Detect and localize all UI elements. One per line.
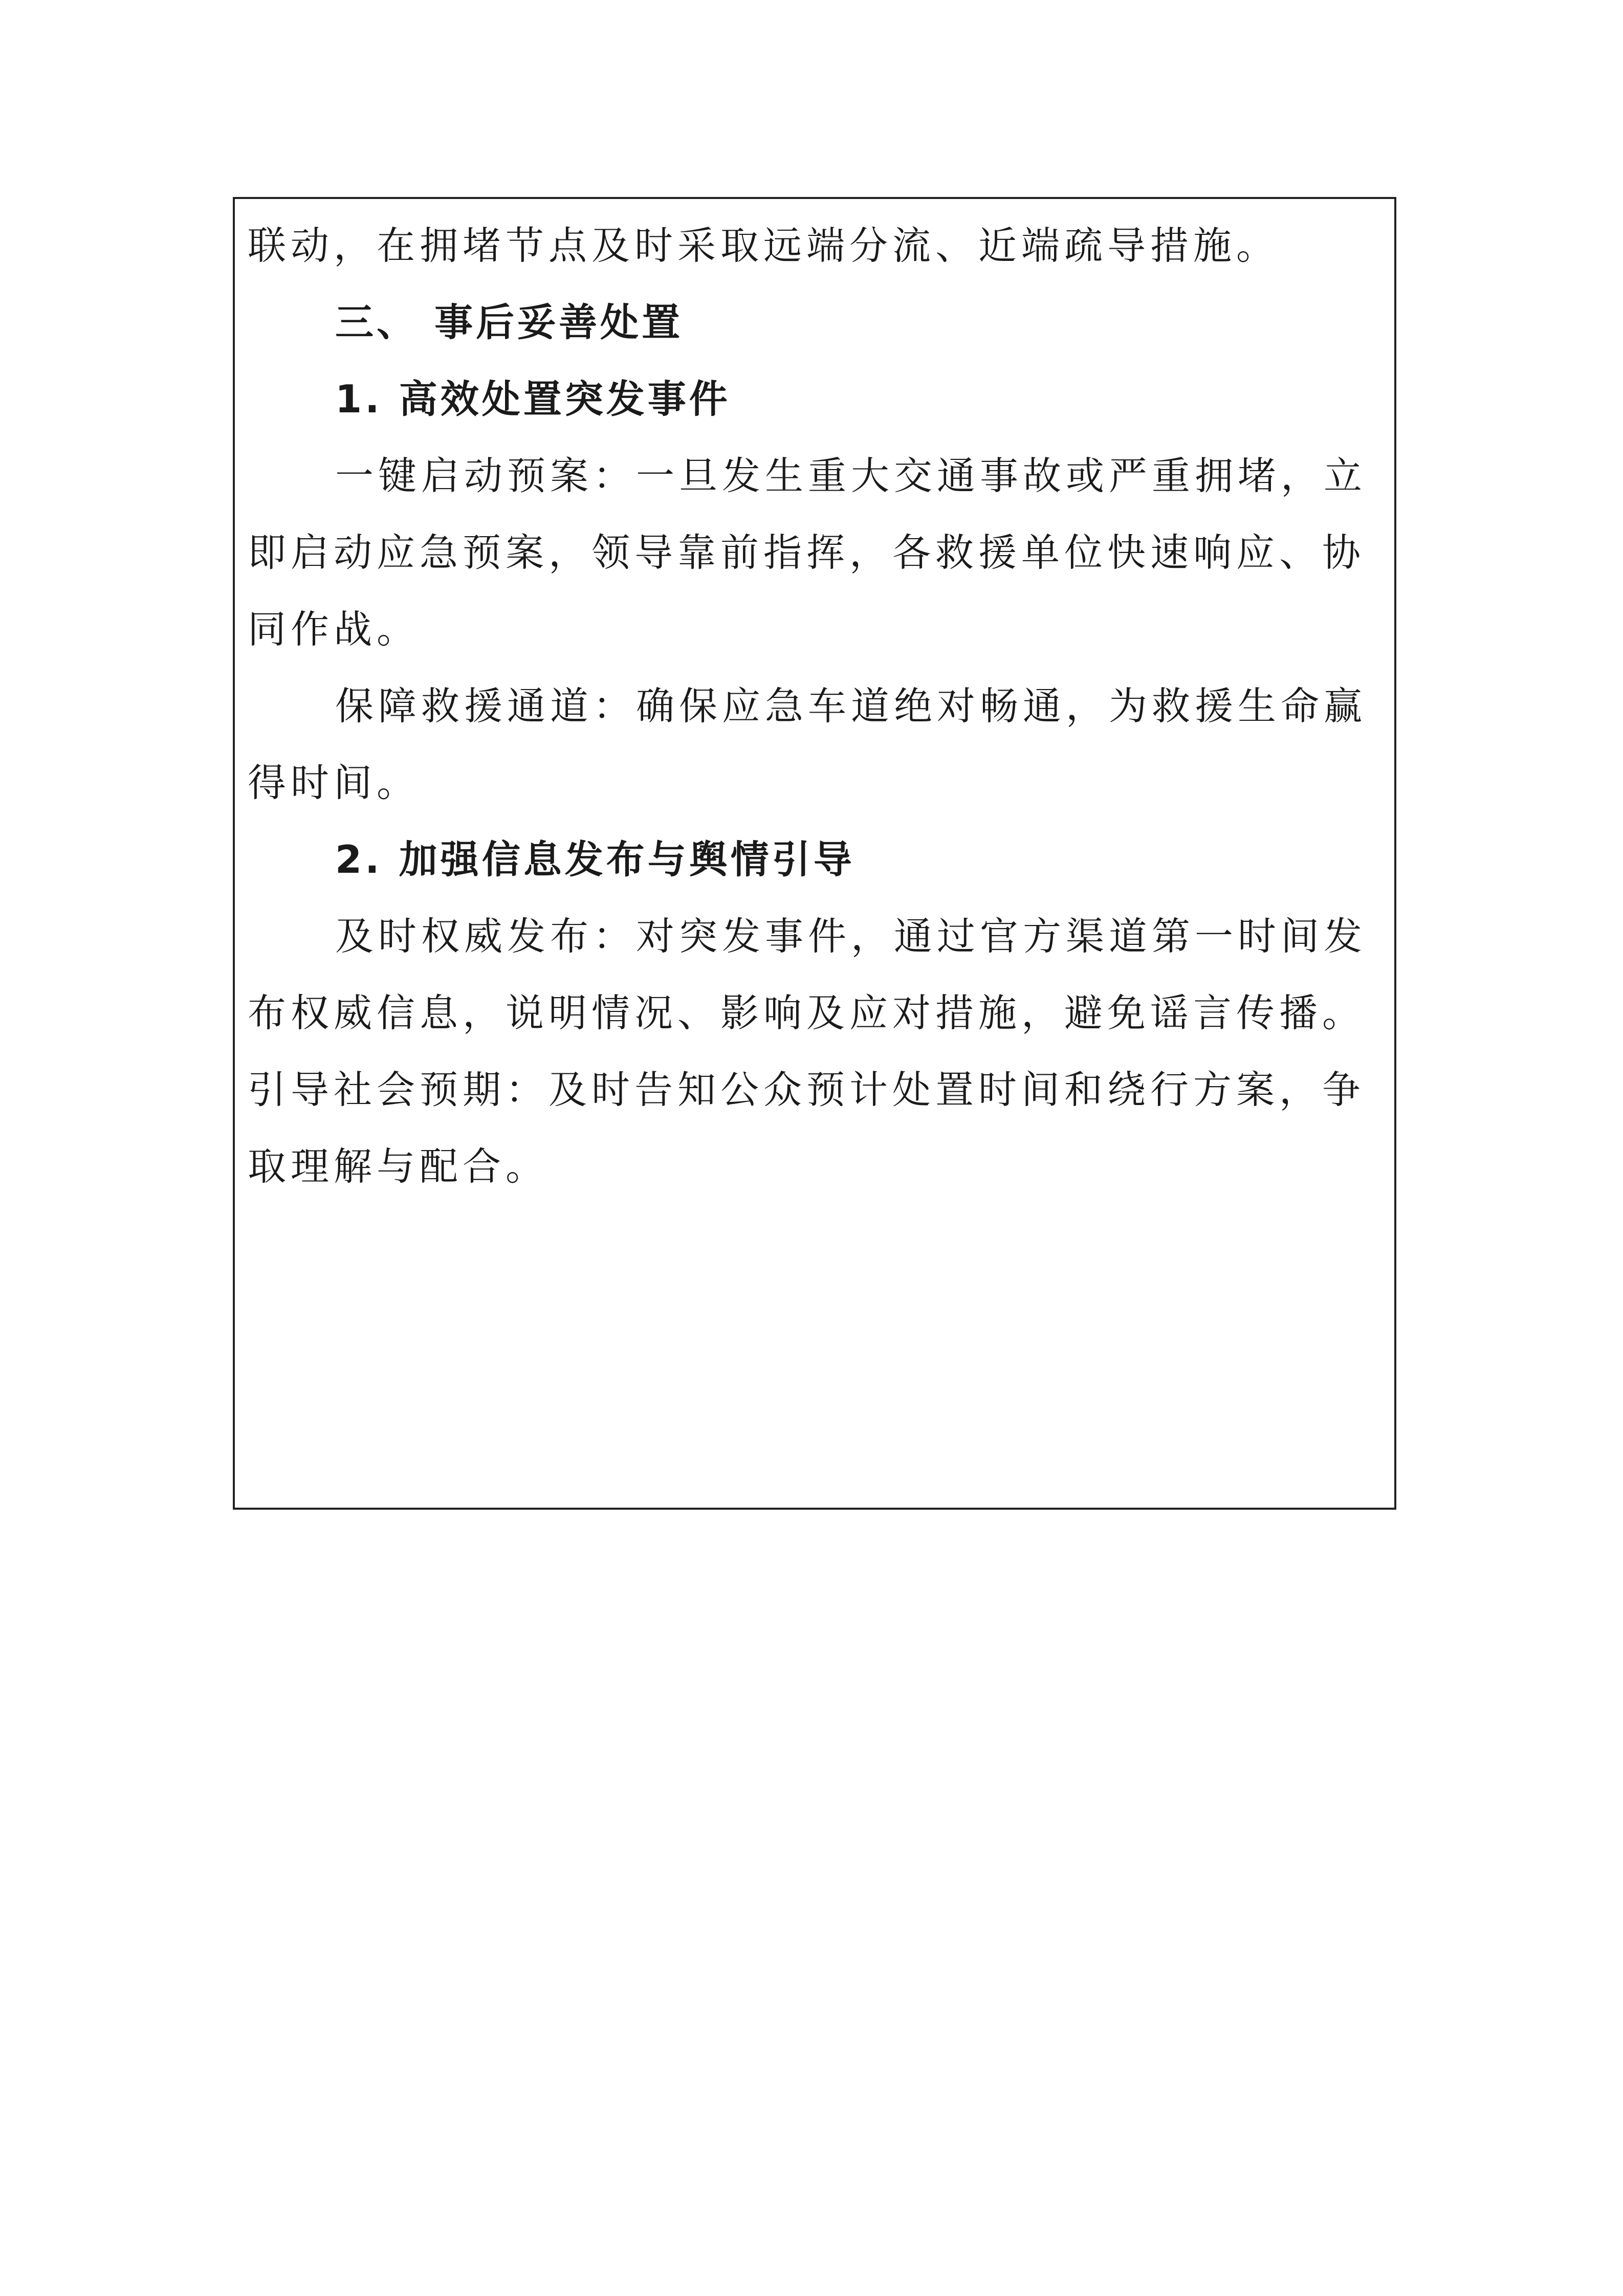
- subsection-heading: 2. 加强信息发布与舆情引导: [335, 837, 855, 882]
- paragraph-line: 及时权威发布：对突发事件，通过官方渠道第一时间发: [335, 914, 1367, 959]
- paragraph-line: 即启动应急预案，领导靠前指挥，各救援单位快速响应、协: [248, 530, 1366, 575]
- paragraph-line: 引导社会预期：及时告知公众预计处置时间和绕行方案，争: [248, 1067, 1366, 1112]
- paragraph-line: 一键启动预案：一旦发生重大交通事故或严重拥堵，立: [335, 453, 1367, 498]
- paragraph-line: 得时间。: [248, 760, 420, 805]
- paragraph-line: 保障救援通道：确保应急车道绝对畅通，为救援生命赢: [335, 683, 1367, 728]
- paragraph-line: 布权威信息，说明情况、影响及应对措施，避免谣言传播。: [248, 990, 1366, 1035]
- section-heading: 三、 事后妥善处置: [335, 300, 684, 345]
- paragraph-line: 同作战。: [248, 607, 420, 652]
- paragraph-line: 取理解与配合。: [248, 1144, 549, 1189]
- subsection-heading: 1. 高效处置突发事件: [335, 377, 731, 422]
- text-line: 联动，在拥堵节点及时采取远端分流、近端疏导措施。: [248, 223, 1280, 268]
